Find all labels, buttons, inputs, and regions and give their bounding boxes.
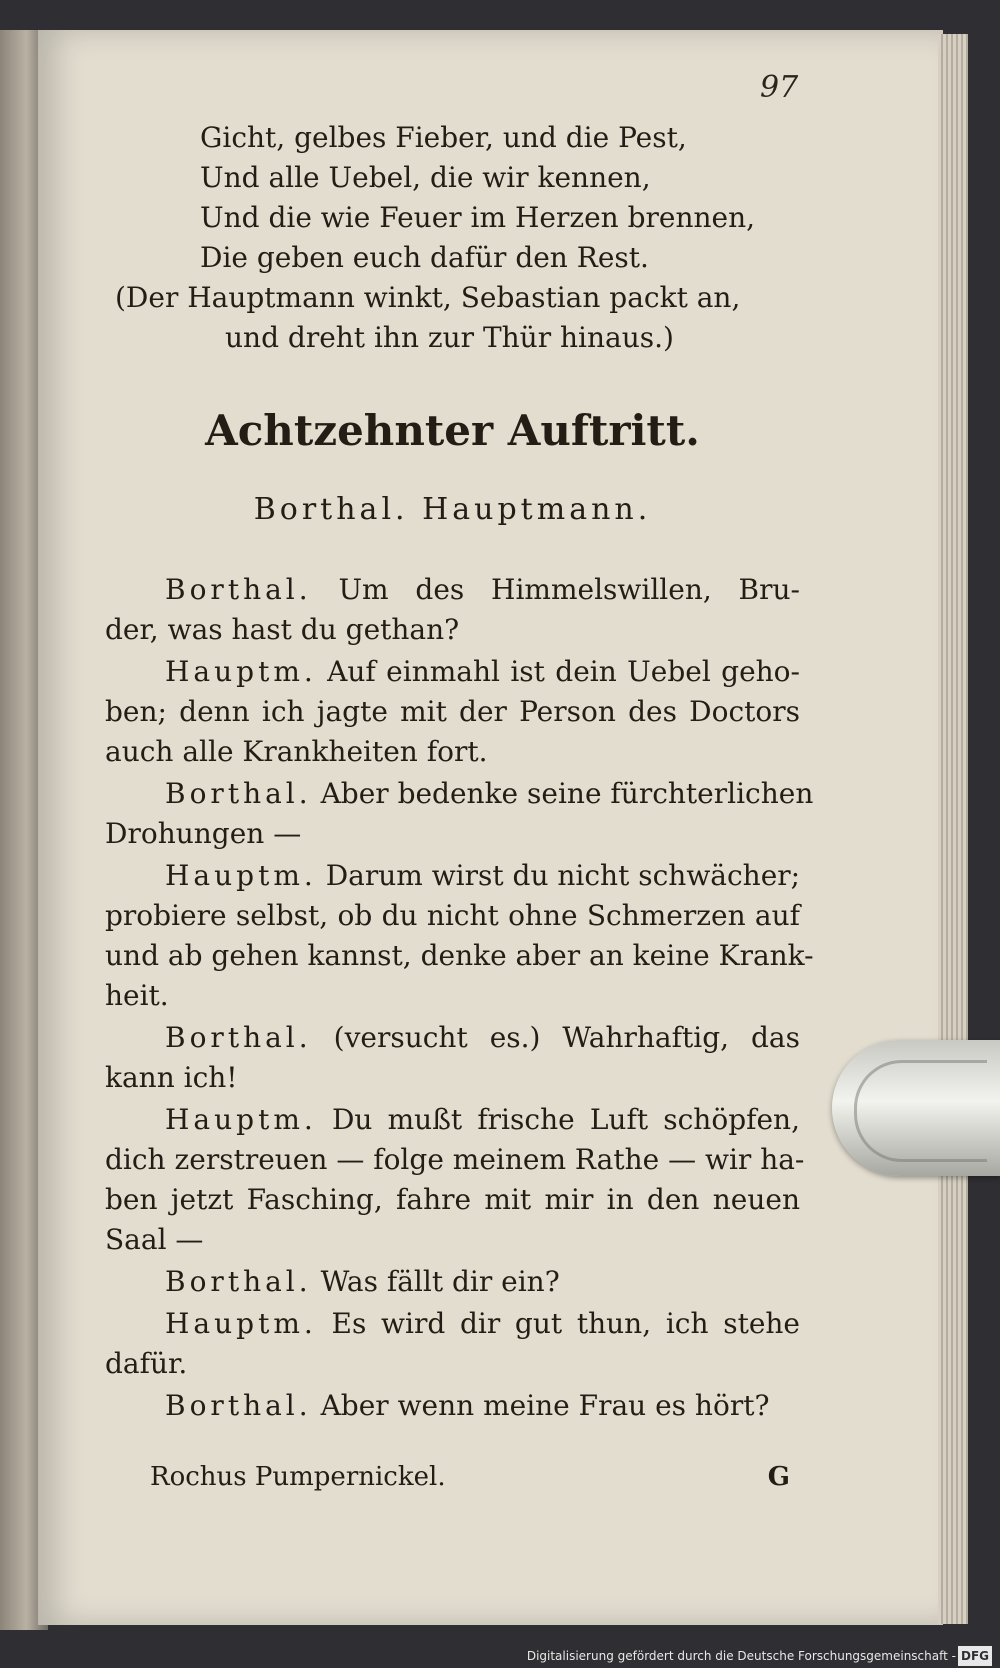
verse-block (105, 118, 800, 278)
speech-line: auch alle Krankheiten fort. (105, 735, 488, 768)
speech-text: Aber wenn meine Frau es hört? (320, 1389, 770, 1422)
page-text (105, 118, 814, 1428)
speech-line: ben jetzt Fasching, fahre mit mir in den neuen (105, 1183, 800, 1216)
speaker-name: Hauptm. (165, 1307, 317, 1340)
speech-line: Saal — (105, 1223, 204, 1256)
speech-line: Drohungen — (105, 817, 302, 850)
speech-line: kann ich! (105, 1061, 238, 1094)
verse-line: Und alle Uebel, die wir kennen, (200, 161, 651, 194)
speech (105, 1018, 800, 1098)
signature-mark: G (767, 1462, 790, 1492)
speech (105, 1100, 805, 1260)
catchword: Rochus Pumpernickel. (150, 1462, 446, 1492)
speech-text: Aber bedenke seine fürchterlichen (320, 777, 814, 810)
page-clip (832, 1040, 1000, 1176)
verse-line: Gicht, gelbes Fieber, und die Pest, (200, 121, 687, 154)
speaker-name: Hauptm. (165, 1103, 317, 1136)
speech (105, 774, 814, 854)
speaker-name: Borthal. (165, 1021, 312, 1054)
speaker-name: Borthal. (165, 1265, 312, 1298)
speaker-name: Hauptm. (165, 655, 317, 688)
speech-text: Auf einmahl ist dein Uebel geho- (327, 655, 800, 688)
speech-text: Darum wirst du nicht schwächer; (325, 859, 801, 892)
speech-line: probiere selbst, ob du nicht ohne Schmerzen auf (105, 899, 800, 932)
speech (105, 1304, 800, 1384)
page-stack-edge (938, 34, 968, 1624)
verse-line: Die geben euch dafür den Rest. (200, 241, 649, 274)
speech-line: heit. (105, 979, 169, 1012)
verse-line: Und die wie Feuer im Herzen brennen, (200, 201, 756, 234)
speaker-name: Borthal. (165, 1389, 312, 1422)
scene-heading: Achtzehnter Auftritt. (205, 406, 700, 455)
speech-line: dafür. (105, 1347, 188, 1380)
speaker-name: Hauptm. (165, 859, 317, 892)
speech-text: Was fällt dir ein? (320, 1265, 560, 1298)
credit-text: Digitalisierung gefördert durch die Deutsche Forschungsgemeinschaft - (526, 1649, 956, 1663)
speaker-name: Borthal. (165, 777, 312, 810)
stage-direction-line: und dreht ihn zur Thür hinaus.) (225, 321, 674, 354)
speech (105, 1386, 800, 1426)
speech (105, 1262, 800, 1302)
page-footer (150, 1462, 790, 1502)
speech (105, 570, 800, 650)
speech (105, 652, 800, 772)
page-number: 97 (760, 70, 799, 105)
speech-text: (versucht es.) Wahrhaftig, das (333, 1021, 800, 1054)
speech-text: Du mußt frische Luft schöpfen, (331, 1103, 800, 1136)
speech-line: und ab gehen kannst, denke aber an keine Krank- (105, 939, 814, 972)
speech-line: ben; denn ich jagte mit der Person des Doctors (105, 695, 800, 728)
digitization-credit (527, 1646, 992, 1666)
speech-text: Um des Himmelswillen, Bru- (338, 573, 800, 606)
speech-text: Es wird dir gut thun, ich stehe (331, 1307, 800, 1340)
dialog (105, 570, 814, 1426)
speech-line: dich zerstreuen — folge meinem Rathe — wir ha- (105, 1143, 805, 1176)
dfg-logo: DFG (958, 1646, 992, 1666)
scene-persons: Borthal. Hauptmann. (253, 492, 652, 527)
stage-direction-line: (Der Hauptmann winkt, Sebastian packt an, (115, 281, 741, 314)
speech-line: der, was hast du gethan? (105, 613, 460, 646)
stage-direction (105, 278, 800, 358)
speaker-name: Borthal. (165, 573, 312, 606)
speech (105, 856, 814, 1016)
